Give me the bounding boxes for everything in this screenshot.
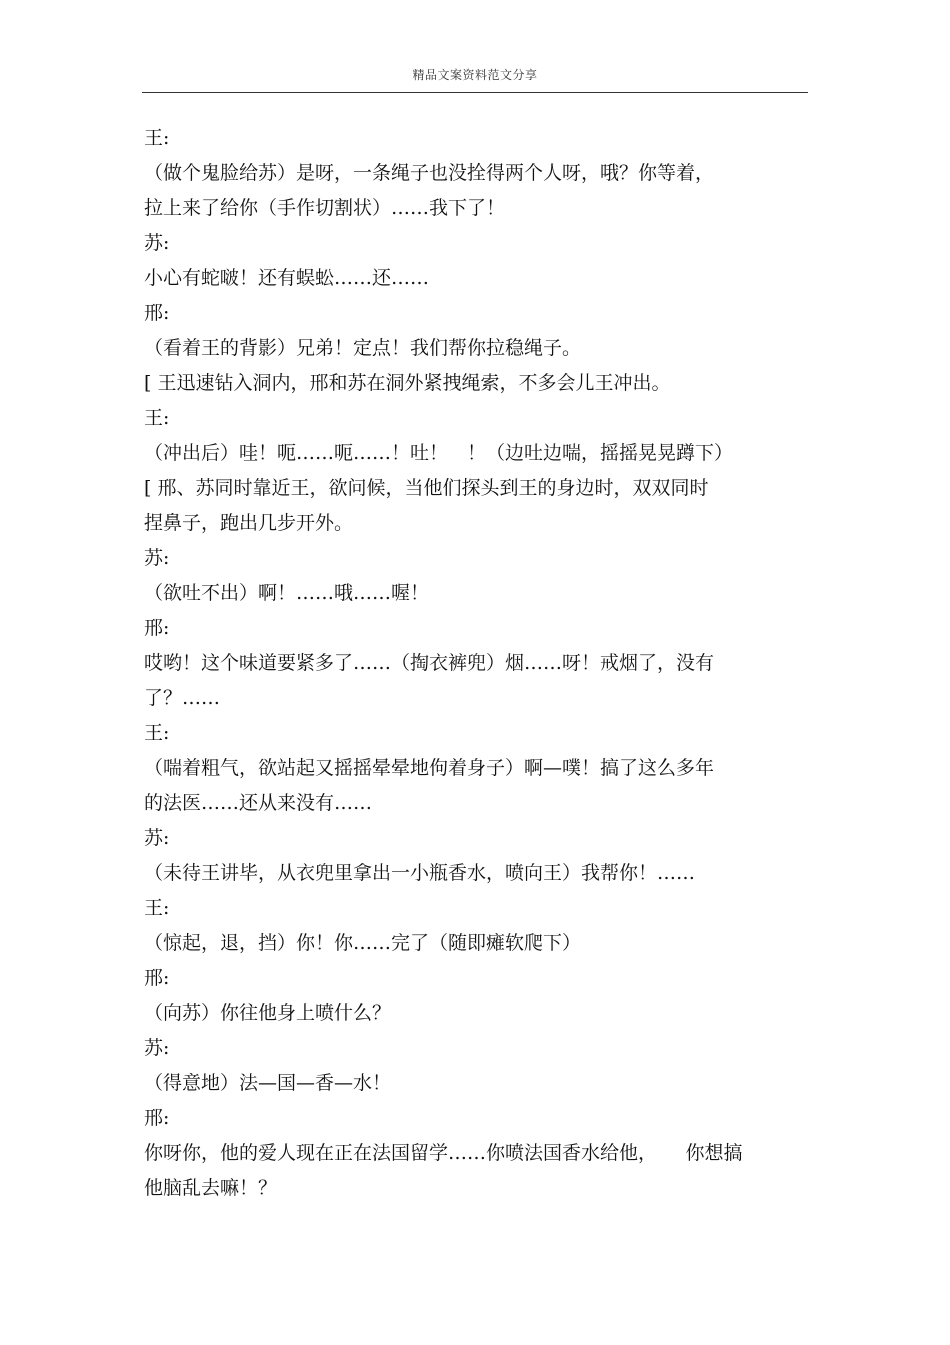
speaker-line: 邢: bbox=[144, 617, 170, 639]
stage-direction-line: 捏鼻子，跑出几步开外。 bbox=[144, 512, 354, 534]
speaker-line: 王: bbox=[144, 407, 170, 429]
header-title: 精品文案资料范文分享 bbox=[412, 68, 538, 82]
speaker-line: 邢: bbox=[144, 1107, 170, 1129]
stage-direction-line: [ 邢、苏同时靠近王，欲问候，当他们探头到王的身边时，双双同时 bbox=[144, 477, 709, 499]
dialogue-line: （做个鬼脸给苏）是呀，一条绳子也没拴得两个人呀，哦？你等着， bbox=[144, 162, 715, 184]
dialogue-line: 你呀你，他的爱人现在正在法国留学……你喷法国香水给他， 你想搞 bbox=[144, 1142, 743, 1164]
dialogue-line: （喘着粗气，欲站起又摇摇晕晕地佝着身子）啊—噗！搞了这么多年 bbox=[144, 757, 715, 779]
speaker-line: 王: bbox=[144, 897, 170, 919]
dialogue-line: （冲出后）哇！呃……呃……！吐！ ！（边吐边喘，摇摇晃晃蹲下） bbox=[144, 442, 734, 464]
dialogue-line: 拉上来了给你（手作切割状）……我下了！ bbox=[144, 197, 506, 219]
dialogue-line: （得意地）法—国—香—水！ bbox=[144, 1072, 392, 1094]
dialogue-line: （未待王讲毕，从衣兜里拿出一小瓶香水，喷向王）我帮你！…… bbox=[144, 862, 696, 884]
speaker-line: 邢: bbox=[144, 302, 170, 324]
dialogue-line: （惊起，退，挡）你！你……完了（随即瘫软爬下） bbox=[144, 932, 582, 954]
speaker-line: 邢: bbox=[144, 967, 170, 989]
script-body bbox=[144, 121, 810, 1206]
speaker-line: 苏: bbox=[144, 1037, 170, 1059]
stage-direction-line: [ 王迅速钻入洞内，邢和苏在洞外紧拽绳索，不多会儿王冲出。 bbox=[144, 372, 671, 394]
speaker-line: 苏: bbox=[144, 827, 170, 849]
dialogue-line: 哎哟！这个味道要紧多了……（掏衣裤兜）烟……呀！戒烟了，没有 bbox=[144, 652, 715, 674]
speaker-line: 苏: bbox=[144, 232, 170, 254]
speaker-line: 王: bbox=[144, 722, 170, 744]
dialogue-line: 小心有蛇啵！还有蜈蚣……还…… bbox=[144, 267, 430, 289]
page-header bbox=[142, 62, 808, 93]
dialogue-line: 了？…… bbox=[144, 687, 221, 709]
speaker-line: 苏: bbox=[144, 547, 170, 569]
dialogue-line: 的法医……还从来没有…… bbox=[144, 792, 373, 814]
dialogue-line: （向苏）你往他身上喷什么？ bbox=[144, 1002, 392, 1024]
dialogue-line: 他脑乱去嘛！？ bbox=[144, 1177, 278, 1199]
dialogue-line: （欲吐不出）啊！……哦……喔！ bbox=[144, 582, 430, 604]
dialogue-line: （看着王的背影）兄弟！定点！我们帮你拉稳绳子。 bbox=[144, 337, 582, 359]
speaker-line: 王: bbox=[144, 127, 170, 149]
